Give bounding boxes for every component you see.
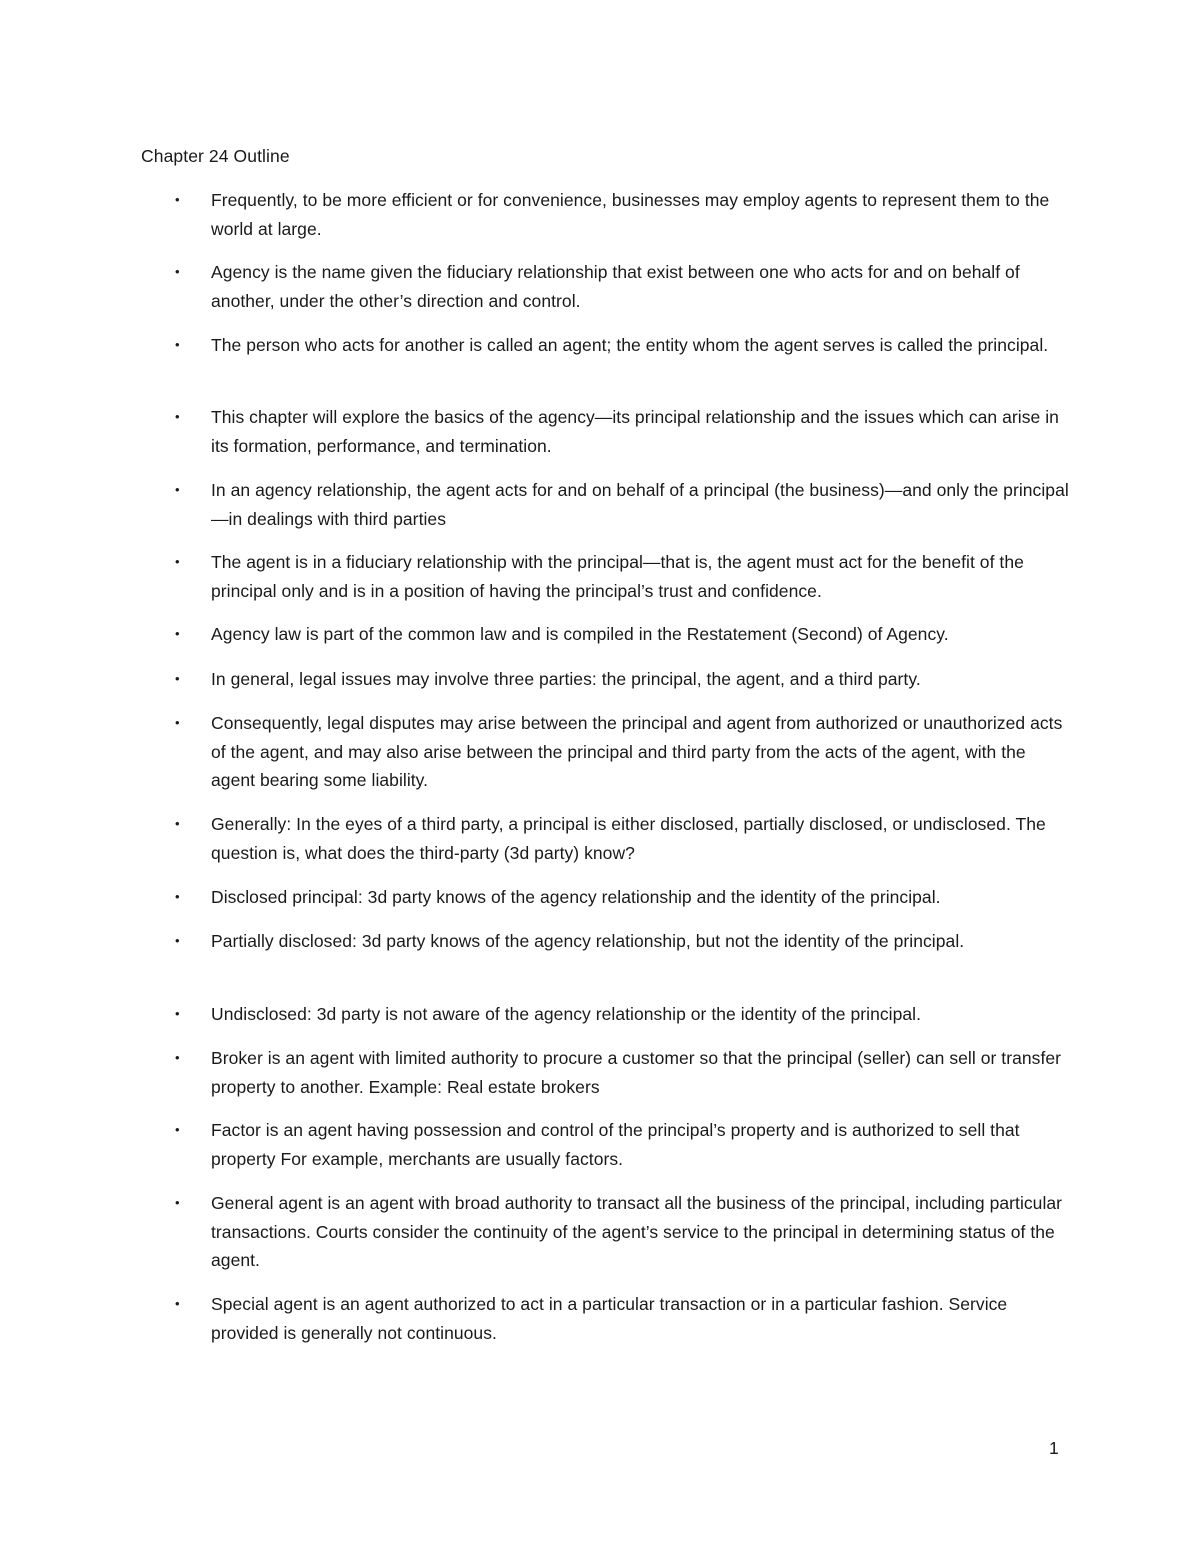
page-title: Chapter 24 Outline	[141, 146, 290, 166]
bullet-icon: •	[175, 554, 180, 569]
bullet-icon: •	[175, 1050, 180, 1065]
bullet-text: Broker is an agent with limited authority to procure a customer so that the principal (seller) can sell or transfer property to another. Example: Real estate brokers	[211, 1048, 1062, 1097]
bullet-text: Disclosed principal: 3d party knows of the agency relationship and the identity of the principal.	[211, 887, 941, 907]
bullet-icon: •	[175, 264, 180, 279]
bullet-text: Partially disclosed: 3d party knows of the agency relationship, but not the identity of the principal.	[211, 931, 965, 951]
bullet-icon: •	[175, 482, 180, 497]
bullet-icon: •	[175, 1006, 180, 1021]
bullet-icon: •	[175, 1195, 180, 1210]
bullet-icon: •	[175, 626, 180, 641]
bullet-text: The agent is in a fiduciary relationship with the principal—that is, the agent must act for the benefit of the principal only and is in a position of having the principal’s trust and confidence.	[211, 552, 1024, 601]
bullet-icon: •	[175, 337, 180, 352]
bullet-text: In an agency relationship, the agent acts for and on behalf of a principal (the business)—and only the principal—in dealings with third parties	[211, 480, 1069, 529]
bullet-text: Frequently, to be more efficient or for convenience, businesses may employ agents to represent them to the world at large.	[211, 190, 1050, 239]
bullet-icon: •	[175, 1296, 180, 1311]
bullet-icon: •	[175, 671, 180, 686]
page-number: 1	[1049, 1438, 1059, 1458]
bullet-text: This chapter will explore the basics of the agency—its principal relationship and the issues which can arise in its formation, performance, and termination.	[211, 407, 1059, 456]
bullet-icon: •	[175, 715, 180, 730]
bullet-text: Agency is the name given the fiduciary relationship that exist between one who acts for and on behalf of another, under the other’s direction and control.	[211, 262, 1020, 311]
bullet-text: Factor is an agent having possession and control of the principal’s property and is authorized to sell that property For example, merchants are usually factors.	[211, 1120, 1020, 1169]
bullet-icon: •	[175, 409, 180, 424]
bullet-text: Agency law is part of the common law and is compiled in the Restatement (Second) of Agency.	[211, 624, 949, 644]
bullet-text: The person who acts for another is called an agent; the entity whom the agent serves is called the principal.	[211, 335, 1049, 355]
bullet-text: Consequently, legal disputes may arise between the principal and agent from authorized or unauthorized acts of the agent, and may also arise between the principal and third party from the acts of the agent, with the agent bearing some liability.	[211, 713, 1063, 790]
bullet-text: Generally: In the eyes of a third party, a principal is either disclosed, partially disclosed, or undisclosed. The question is, what does the third-party (3d party) know?	[211, 814, 1046, 863]
bullet-icon: •	[175, 1122, 180, 1137]
bullet-icon: •	[175, 889, 180, 904]
bullet-text: In general, legal issues may involve three parties: the principal, the agent, and a third party.	[211, 669, 921, 689]
bullet-icon: •	[175, 933, 180, 948]
bullet-text: Special agent is an agent authorized to act in a particular transaction or in a particular fashion. Service provided is generally not continuous.	[211, 1294, 1008, 1343]
bullet-text: General agent is an agent with broad authority to transact all the business of the principal, including particular transactions. Courts consider the continuity of the agent’s service to the principal in determining status of the agent.	[211, 1193, 1063, 1270]
bullet-icon: •	[175, 192, 180, 207]
bullet-icon: •	[175, 816, 180, 831]
bullet-text: Undisclosed: 3d party is not aware of the agency relationship or the identity of the principal.	[211, 1004, 922, 1024]
